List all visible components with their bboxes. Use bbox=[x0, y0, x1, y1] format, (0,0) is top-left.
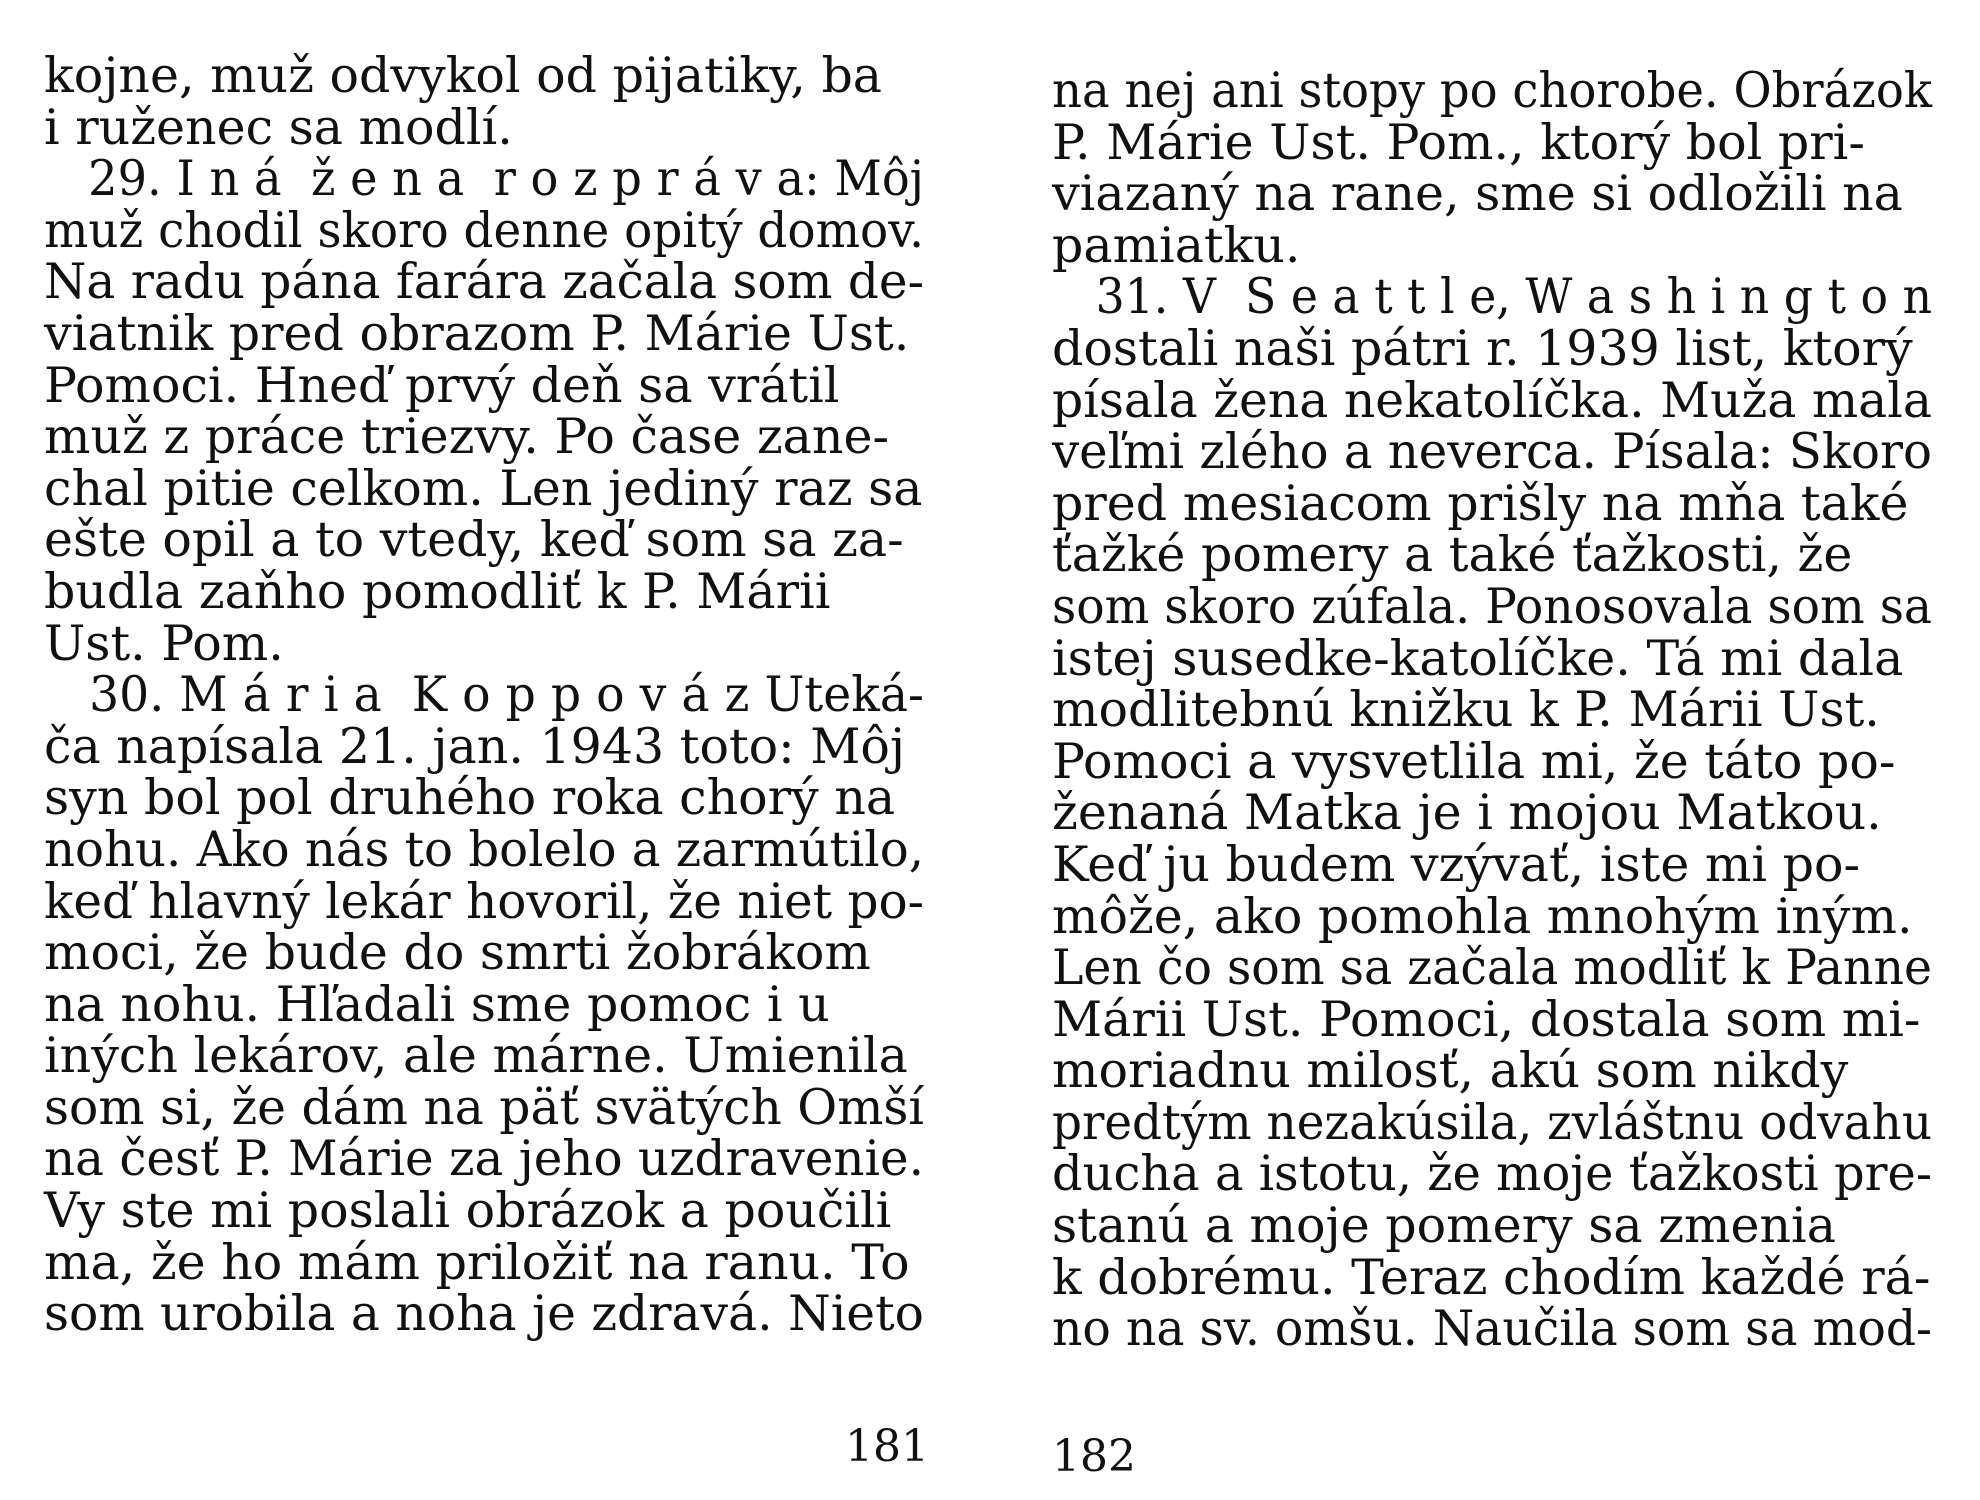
text-line: i ruženec sa modlí. bbox=[44, 98, 513, 156]
text-line: Pomoci a vysvetlila mi, že táto po- bbox=[1052, 732, 1896, 790]
text-line: modlitebnú knižku k P. Márii Ust. bbox=[1052, 681, 1880, 739]
text-line: ženaná Matka je i mojou Matkou. bbox=[1052, 784, 1882, 842]
text-line: Keď ju budem vzývať, iste mi po- bbox=[1052, 835, 1861, 893]
text-line: 30. M á r i a K o p p o v á z Uteká- bbox=[44, 666, 924, 724]
left-page-text bbox=[44, 47, 925, 1343]
text-line: syn bol pol druhého roka chorý na bbox=[44, 769, 896, 827]
right-page-text bbox=[1052, 62, 1933, 1358]
left-page-number: 181 bbox=[845, 1421, 929, 1472]
text-line: ťažké pomery a také ťažkosti, že bbox=[1052, 526, 1853, 584]
text-line: nohu. Ako nás to bolelo a zarmútilo, bbox=[44, 820, 925, 878]
text-line: moci, že bude do smrti žobrákom bbox=[44, 924, 871, 982]
text-line: ča napísala 21. jan. 1943 toto: Môj bbox=[44, 717, 906, 775]
text-line: ducha a istotu, že moje ťažkosti pre- bbox=[1052, 1145, 1933, 1203]
text-line: dostali naši pátri r. 1939 list, ktorý bbox=[1052, 319, 1913, 377]
text-line: muž chodil skoro denne opitý domov. bbox=[44, 201, 924, 259]
text-line: muž z práce triezvy. Po čase zane- bbox=[44, 408, 890, 466]
text-line: Ust. Pom. bbox=[44, 614, 284, 672]
right-page-number: 182 bbox=[1052, 1431, 1136, 1482]
text-line: k dobrému. Teraz chodím každé rá- bbox=[1052, 1248, 1931, 1306]
text-line: Pomoci. Hneď prvý deň sa vrátil bbox=[44, 356, 840, 414]
text-line: viazaný na rane, sme si odložili na bbox=[1052, 165, 1903, 223]
text-line: ešte opil a to vtedy, keď som sa za- bbox=[44, 511, 904, 569]
text-line: viatnik pred obrazom P. Márie Ust. bbox=[44, 304, 910, 362]
text-line: keď hlavný lekár hovoril, že niet po- bbox=[44, 872, 925, 930]
text-line: 29. I n á ž e n a r o z p r á v a: Môj bbox=[44, 150, 925, 208]
text-line: Len čo som sa začala modliť k Panne bbox=[1052, 939, 1933, 997]
text-line: na česť P. Márie za jeho uzdravenie. bbox=[44, 1130, 924, 1188]
text-line: pamiatku. bbox=[1052, 216, 1301, 274]
text-line: predtým nezakúsila, zvláštnu odvahu bbox=[1052, 1093, 1932, 1151]
text-line: stanú a moje pomery sa zmenia bbox=[1052, 1197, 1836, 1255]
text-line: chal pitie celkom. Len jediný raz sa bbox=[44, 459, 923, 517]
text-line: pred mesiacom prišly na mňa také bbox=[1052, 474, 1909, 532]
text-line: Na radu pána farára začala som de- bbox=[44, 253, 924, 311]
text-line: som si, že dám na päť svätých Omší bbox=[44, 1078, 925, 1136]
text-line: som urobila a noha je zdravá. Nieto bbox=[44, 1285, 925, 1343]
text-line: Vy ste mi poslali obrázok a poučili bbox=[44, 1182, 892, 1240]
text-line: môže, ako pomohla mnohým iným. bbox=[1052, 887, 1913, 945]
text-line: kojne, muž odvykol od pijatiky, ba bbox=[44, 47, 883, 104]
text-line: 31. V S e a t t l e, W a s h i n g t o n bbox=[1052, 268, 1933, 326]
text-line: iných lekárov, ale márne. Umienila bbox=[44, 1027, 908, 1085]
text-line: istej susedke-katolíčke. Tá mi dala bbox=[1052, 629, 1904, 687]
text-line: Márii Ust. Pomoci, dostala som mi- bbox=[1052, 990, 1921, 1048]
text-line: P. Márie Ust. Pom., ktorý bol pri- bbox=[1052, 113, 1865, 171]
text-line: moriadnu milosť, akú som nikdy bbox=[1052, 1042, 1849, 1100]
text-line: som skoro zúfala. Ponosovala som sa bbox=[1052, 577, 1933, 635]
text-line: písala žena nekatolíčka. Muža mala bbox=[1052, 371, 1932, 429]
right-page bbox=[990, 0, 1980, 1500]
text-line: ma, že ho mám priložiť na ranu. To bbox=[44, 1233, 910, 1291]
text-line: na nohu. Hľadali sme pomoc i u bbox=[44, 975, 830, 1033]
text-line: budla zaňho pomodliť k P. Márii bbox=[44, 562, 831, 620]
text-line: no na sv. omšu. Naučila som sa mod- bbox=[1052, 1300, 1933, 1358]
text-line: na nej ani stopy po chorobe. Obrázok bbox=[1052, 62, 1933, 119]
text-line: veľmi zlého a neverca. Písala: Skoro bbox=[1052, 423, 1932, 481]
